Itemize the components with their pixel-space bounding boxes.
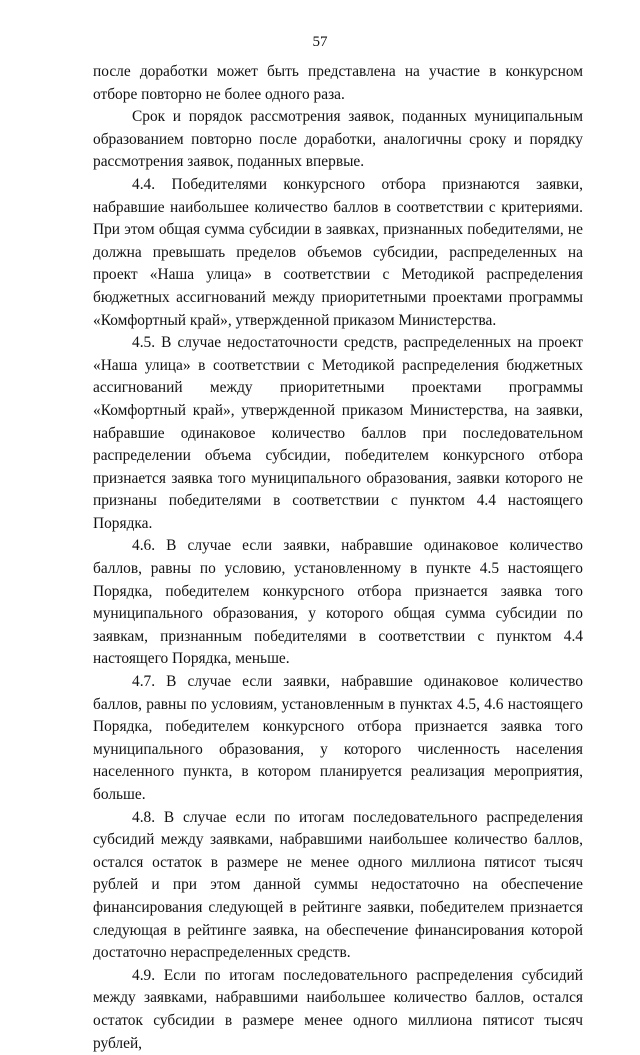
document-body	[93, 61, 583, 1055]
paragraph-4-7: 4.7. В случае если заявки, набравшие одинаковое количество баллов, равны по условиям, установленным в пунктах 4.5, 4.6 настоящего Порядка, победителем конкурсного отбора признается заявка того муниципального образования, у которого численность населения населенного пункта, в котором планируется реализация мероприятия, больше.	[93, 673, 583, 803]
paragraph-4-4: 4.4. Победителями конкурсного отбора признаются заявки, набравшие наибольшее количество баллов в соответствии с критериями. При этом общая сумма субсидии в заявках, признанных победителями, не должна превышать пределов объемов субсидии, распределенных на проект «Наша улица» в соответствии с Методикой распределения бюджетных ассигнований между приоритетными проектами программы «Комфортный край», утвержденной приказом Министерства.	[93, 175, 583, 329]
paragraph-4-6: 4.6. В случае если заявки, набравшие одинаковое количество баллов, равны по условию, установленному в пункте 4.5 настоящего Порядка, победителем конкурсного отбора признается заявка того муниципального образования, у которого общая сумма субсидии по заявкам, признанным победителями в соответствии с пунктом 4.4 настоящего Порядка, меньше.	[93, 537, 583, 668]
paragraph-4-8: 4.8. В случае если по итогам последовательного распределения субсидий между заявками, набравшими наибольшее количество баллов, остался остаток в размере не менее одного миллиона пятисот тысяч рублей и при этом данной суммы недостаточно на обеспечение финансирования следующей в рейтинге заявки, победителем признается следующая в рейтинге заявка, на обеспечение финансирования которой достаточно нераспределенных средств.	[93, 808, 583, 962]
paragraph-4-5: 4.5. В случае недостаточности средств, распределенных на проект «Наша улица» в соответствии с Методикой распределения бюджетных ассигнований между приоритетными проектами программы «Комфортный край», утвержденной приказом Министерства, на заявки, набравшие одинаковое количество баллов при последовательном распределении объема субсидии, победителем конкурсного отбора признается заявка того муниципального образования, заявки которого не признаны победителями в соответствии с пунктом 4.4 настоящего Порядка.	[93, 334, 583, 532]
paragraph-continuation: после доработки может быть представлена на участие в конкурсном отборе повторно не более одного раза.	[93, 63, 583, 103]
paragraph-review-terms: Срок и порядок рассмотрения заявок, поданных муниципальным образованием повторно после доработки, аналогичны сроку и порядку рассмотрения заявок, поданных впервые.	[93, 108, 583, 171]
paragraph-4-9: 4.9. Если по итогам последовательного распределения субсидий между заявками, набравшими наибольшее количество баллов, остался остаток субсидии в размере менее одного миллиона пятисот тысяч рублей,	[93, 966, 583, 1052]
page-number: 57	[312, 34, 328, 50]
